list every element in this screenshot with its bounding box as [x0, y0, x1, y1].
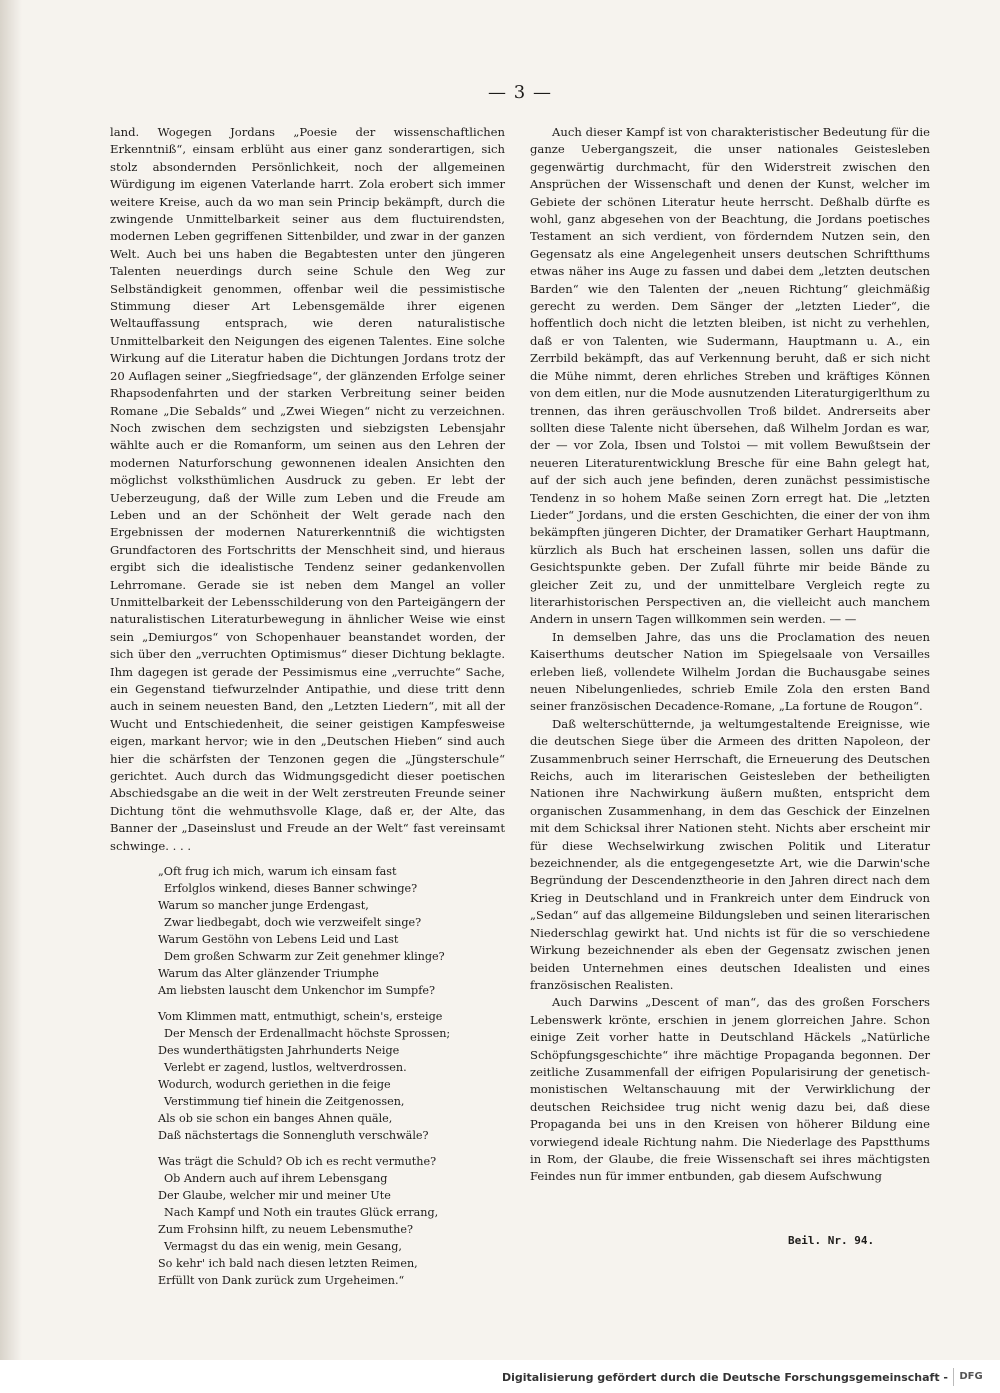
poem-line: Nach Kampf und Noth ein trautes Glück errang, — [164, 1206, 439, 1220]
poem-line: Erfolglos winkend, dieses Banner schwinge? — [164, 882, 418, 896]
page-number: — 3 — — [488, 82, 552, 103]
poem-line: Vom Klimmen matt, entmuthigt, schein's, ersteige — [158, 1010, 443, 1024]
dfg-logo-icon: DFG — [953, 1368, 988, 1386]
poem-line: Warum das Alter glänzender Triumphe — [158, 967, 379, 981]
poem-line: Ob Andern auch auf ihrem Lebensgang — [164, 1172, 388, 1186]
poem-line: Der Glaube, welcher mir und meiner Ute — [158, 1189, 391, 1203]
poem-stanza-1 — [158, 863, 505, 999]
poem-line: Warum Gestöhn von Lebens Leid und Last — [158, 933, 399, 947]
poem-line: Was trägt die Schuld? Ob ich es recht vermuthe? — [158, 1155, 437, 1169]
poem-line: Verlebt er zagend, lustlos, weltverdrossen. — [164, 1061, 407, 1075]
poem-line: So kehr' ich bald nach diesen letzten Reimen, — [158, 1257, 418, 1271]
right-paragraph-1: Auch dieser Kampf ist von charakteristischer Bedeutung für die ganze Uebergangszeit, die unser nationales Geistesleben gegenwärtig durchmacht, für den Widerstreit zwischen den Ansprüchen der Wissenschaft und denen der Kunst, welcher im Gebiete der schönen Literatur heute herrscht. Deßhalb dürfte es wohl, ganz abgesehen von der Beachtung, die Jordans poetisches Testament an sich verdient, von förderndem Nutzen sein, den Gegensatz als eine Angelegenheit unsers deutschen Schriftthums etwas näher ins Auge zu fassen und dabei dem „letzten deutschen Barden“ wie den Talenten der „neuen Richtung“ gleichmäßig gerecht zu werden. Dem Sänger der „letzten Lieder“, die hoffentlich doch nicht die letzten bleiben, ist nicht zu verhehlen, daß er von Talenten, wie Sudermann, Hauptmann u. A., ein Zerrbild bekämpft, das auf Verkennung beruht, daß er sich nicht die Mühe nimmt, deren ehrliches Streben und kräftiges Können von dem eitlen, nur die Mode ausnutzenden Literaturgigerlthum zu trennen, das ihren geräuschvollen Troß bildet. Andrerseits aber sollten diese Talente nicht übersehen, daß Wilhelm Jordan es war, der — vor Zola, Ibsen und Tolstoi — mit vollem Bewußtsein der neueren Literaturentwicklung Bresche für eine Bahn gelegt hat, auf der sich auch jene befinden, deren zunächst pessimistische Tendenz in so hohem Maße seinen Zorn erregt hat. Die „letzten Lieder“ Jordans, und die ersten Geschichten, die einer der von ihm bekämpften jüngeren Dichter, der Dramatiker Gerhart Hauptmann, kürzlich als Buch hat erscheinen lassen, sollen uns dafür die Gesichtspunkte geben. Der Zufall führte mir beide Bände zu gleicher Zeit zu, und der unmittelbare Vergleich regte zu literarhistorischen Perspectiven an, die vielleicht auch manchem Andern in unsern Tagen willkommen sein werden. — — — [530, 125, 930, 627]
digitization-footer — [0, 1360, 1000, 1393]
poem-stanza-3 — [158, 1153, 505, 1289]
left-paragraph-1: land. Wogegen Jordans „Poesie der wissenschaftlichen Erkenntniß“, einsam erblüht aus einer ganz sonderartigen, sich stolz absondernden Persönlichkeit, noch der allgemeinen Würdigung im eigenen Vaterlande harrt. Zola erobert sich immer weitere Kreise, auch da wo man sein Princip bekämpft, durch die zwingende Unmittelbarkeit seiner aus dem fluctuirendsten, modernen Leben gegriffenen Sittenbilder, und zwar in der ganzen Welt. Auch bei uns haben die Begabtesten unter den jüngeren Talenten neuerdings durch seine Schule den Weg zur Selbständigkeit genommen, offenbar weil die pessimistische Stimmung dieser Art Lebensgemälde ihrer eigenen Weltauffassung entsprach, wie deren naturalistische Unmittelbarkeit den Neigungen des eigenen Talentes. Eine solche Wirkung auf die Literatur haben die Dichtungen Jordans trotz der 20 Auflagen seiner „Siegfriedsage“, der glänzenden Erfolge seiner Rhapsodenfahrten und der starken Verbreitung seiner beiden Romane „Die Sebalds“ und „Zwei Wiegen“ nicht zu verzeichnen. Noch zwischen dem sechzigsten und siebzigsten Lebensjahr wählte auch er die Romanform, um seinen aus den Lehren der modernen Naturforschung gewonnenen idealen Ansichten den möglichst volksthümlichen Ausdruck zu geben. Er lebt der Ueberzeugung, daß der Wille zum Leben und die Freude am Leben und an der Schönheit der Welt gerade nach den Ergebnissen der modernen Naturerkenntniß die wichtigsten Grundfactoren des Fortschritts der Menschheit sind, und hieraus ergibt sich die idealistische Tendenz seiner gedankenvollen Lehrromane. Gerade sie ist neben dem Mangel an voller Unmittelbarkeit der Lebensschilderung von den Parteigängern der naturalistischen Literaturbewegung in ähnlicher Weise wie einst sein „Demiurgos“ von Schopenhauer beanstandet worden, der sich über den „verruchten Optimismus“ dieser Dichtung beklagte. Ihm dagegen ist gerade der Pessimismus eine „verruchte“ Sache, ein Gegenstand tiefwurzelnder Antipathie, und diese tritt denn auch in seinem neuesten Band, den „Letzten Liedern“, mit all der Wucht und Entschiedenheit, die seiner geistigen Kampfesweise eigen, markant hervor; wie in den „Deutschen Hieben“ sind auch hier die schärfsten der Tenzonen gegen die „Jüngsterschule“ gerichtet. Auch durch das Widmungsgedicht dieser poetischen Abschiedsgabe an die weit in der Welt zerstreuten Freunde seiner Dichtung tönt die wehmuthsvolle Klage, daß er, der Alte, das Banner der „Daseinslust und Freude an der Welt“ fast vereinsamt schwinge. . . . — [110, 125, 505, 853]
poem — [158, 863, 505, 1289]
poem-line: Der Mensch der Erdenallmacht höchste Sprossen; — [164, 1027, 451, 1041]
poem-line: Als ob sie schon ein banges Ahnen quäle, — [158, 1112, 393, 1126]
poem-line: Dem großen Schwarm zur Zeit genehmer klinge? — [164, 950, 445, 964]
right-column — [530, 124, 930, 1186]
poem-stanza-2 — [158, 1008, 505, 1144]
left-column — [110, 124, 505, 1298]
right-paragraph-4: Auch Darwins „Descent of man“, das des großen Forschers Lebenswerk krönte, erschien in jenem glorreichen Jahre. Schon einige Zeit vorher hatte in Deutschland Häckels „Natürliche Schöpfungsgeschichte“ ihre mächtige Propaganda begonnen. Der zeitliche Zusammenfall der eifrigen Popularisirung der genetisch-monistischen Weltanschauung mit der Verwirklichung der deutschen Reichsidee trug nicht wenig dazu bei, daß diese Propaganda bei uns in den Kreisen von höherer Bildung eine vorwiegend ideale Richtung nahm. Die Niederlage des Papstthums in Rom, der Glaube, die freie Wissenschaft sei ihres mächtigsten Feindes nun für immer entbunden, gab diesem Aufschwung — [530, 995, 930, 1184]
supplement-signature: Beil. Nr. 94. — [788, 1234, 875, 1247]
poem-line: „Oft frug ich mich, warum ich einsam fast — [158, 865, 397, 879]
poem-line: Zum Frohsinn hilft, zu neuem Lebensmuthe? — [158, 1223, 413, 1237]
right-paragraph-3: Daß welterschütternde, ja weltumgestaltende Ereignisse, wie die deutschen Siege über die Armeen des dritten Napoleon, der Zusammenbruch seiner Herrschaft, die Erneuerung des Deutschen Reichs, auch im literarischen Geistesleben der betheiligten Nationen ihre Nachwirkung äußern mußten, entspricht dem organischen Zusammenhang, in dem das Geschick der Einzelnen mit dem Schicksal ihrer Nationen steht. Nichts aber erscheint mir für diese Wechselwirkung zwischen Politik und Literatur bezeichnender, als die entgegengesetzte Art, wie die Darwin'sche Begründung der Descendenztheorie in den Jahren direct nach dem Krieg in Deutschland und in Frankreich unter dem Eindruck von „Sedan“ auf das allgemeine Bildungsleben und seinen literarischen Niederschlag gewirkt hat. Und nichts ist für die so verschiedene Wirkung bezeichnender als eben der Gegensatz zwischen jenen beiden Unternehmen eines deutschen Idealisten und eines französischen Realisten. — [530, 716, 930, 992]
funding-notice: Digitalisierung gefördert durch die Deutsche Forschungsgemeinschaft - — [501, 1371, 948, 1384]
right-paragraph-2: In demselben Jahre, das uns die Proclamation des neuen Kaiserthums deutscher Nation im Spiegelsaale von Versailles erleben ließ, vollendete Wilhelm Jordan die Buchausgabe seines neuen Nibelungenliedes, schrieb Emile Zola den ersten Band seiner französischen Decadence-Romane, „La fortune de Rougon“. — [530, 629, 930, 714]
poem-line: Des wunderthätigsten Jahrhunderts Neige — [158, 1044, 400, 1058]
poem-line: Vermagst du das ein wenig, mein Gesang, — [164, 1240, 402, 1254]
poem-line: Verstimmung tief hinein die Zeitgenossen, — [164, 1095, 405, 1109]
poem-line: Zwar liedbegabt, doch wie verzweifelt singe? — [164, 916, 422, 930]
poem-line: Erfüllt von Dank zurück zum Urgeheimen.“ — [158, 1274, 405, 1288]
poem-line: Warum so mancher junge Erdengast, — [158, 899, 369, 913]
poem-line: Am liebsten lauscht dem Unkenchor im Sumpfe? — [158, 984, 435, 998]
poem-line: Wodurch, wodurch geriethen in die feige — [158, 1078, 391, 1092]
poem-line: Daß nächstertags die Sonnengluth verschwäle? — [158, 1129, 429, 1143]
